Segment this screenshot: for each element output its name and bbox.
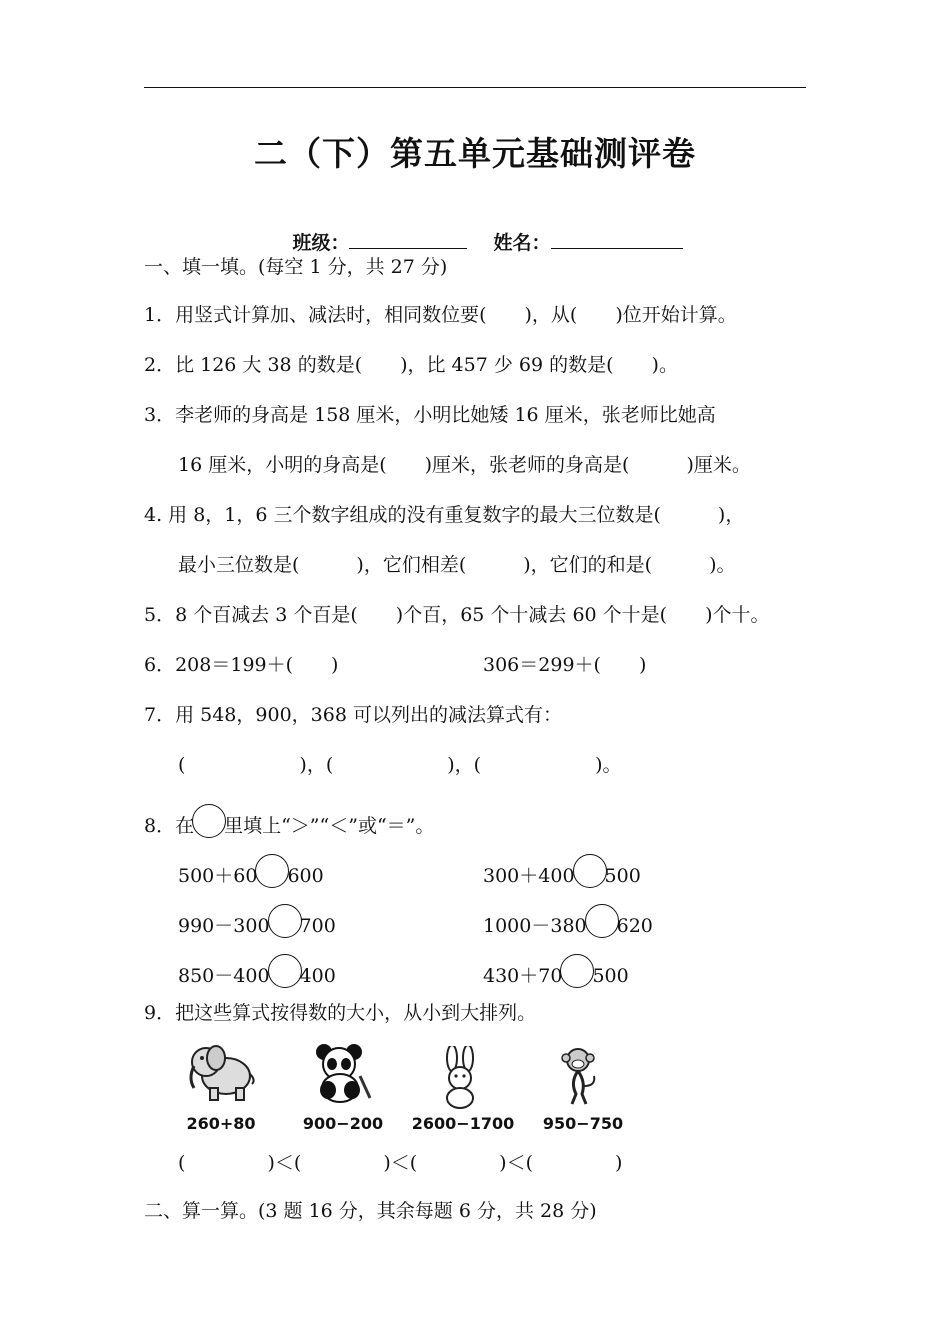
- compare-item: [483, 854, 641, 889]
- compare-circle[interactable]: [573, 854, 607, 888]
- panda-icon: [310, 1040, 376, 1106]
- top-rule: [144, 87, 806, 88]
- expr-monkey: 950−750: [542, 1114, 624, 1133]
- compare-item: [178, 954, 336, 989]
- compare-right: 400: [299, 965, 336, 987]
- elephant-icon: [184, 1036, 260, 1106]
- question-4-line2: 最小三位数是( )，它们相差( )，它们的和是( )。: [178, 554, 736, 576]
- monkey-icon: [556, 1046, 602, 1106]
- question-4-line1: 4. 用 8，1，6 三个数字组成的没有重复数字的最大三位数是( )，: [144, 504, 745, 526]
- compare-item: [178, 904, 336, 939]
- question-6a: 6．208＝199＋( ): [144, 654, 339, 676]
- section2-heading: 二、算一算。(3 题 16 分，其余每题 6 分，共 28 分): [144, 1200, 597, 1222]
- rabbit-icon: [436, 1046, 484, 1110]
- compare-item: [483, 954, 629, 989]
- question-9-order: ( )＜( )＜( )＜( ): [178, 1152, 623, 1174]
- question-7-line1: 7．用 548，900，368 可以列出的减法算式有：: [144, 704, 562, 726]
- compare-left: 850－400: [178, 965, 270, 987]
- compare-left: 990－300: [178, 915, 270, 937]
- compare-right: 500: [592, 965, 629, 987]
- name-blank[interactable]: [551, 228, 683, 249]
- compare-right: 600: [287, 865, 324, 887]
- compare-right: 700: [299, 915, 336, 937]
- question-5: 5．8 个百减去 3 个百是( )个百，65 个十减去 60 个十是( )个十。: [144, 604, 770, 626]
- q8-prefix: 8．在: [144, 815, 195, 837]
- compare-circle[interactable]: [585, 904, 619, 938]
- section1-heading: 一、填一填。(每空 1 分，共 27 分): [144, 256, 448, 278]
- question-3-line1: 3．李老师的身高是 158 厘米，小明比她矮 16 厘米，张老师比她高: [144, 404, 716, 426]
- compare-left: 300＋400: [483, 865, 575, 887]
- expr-elephant: 260+80: [186, 1114, 256, 1133]
- compare-circle[interactable]: [268, 954, 302, 988]
- q8-suffix: 里填上“＞”“＜”或“＝”。: [224, 815, 435, 837]
- expr-panda: 900−200: [302, 1114, 384, 1133]
- compare-circle[interactable]: [268, 904, 302, 938]
- question-7-line2: ( )，( )，( )。: [178, 754, 622, 776]
- compare-circle-icon: [192, 804, 226, 838]
- compare-right: 500: [604, 865, 641, 887]
- question-8-instruction: [144, 804, 434, 839]
- question-9: 9．把这些算式按得数的大小，从小到大排列。: [144, 1002, 537, 1024]
- question-2: 2．比 126 大 38 的数是( )，比 457 少 69 的数是( )。: [144, 354, 678, 376]
- class-blank[interactable]: [349, 228, 467, 249]
- question-6b: 306＝299＋( ): [483, 654, 647, 676]
- question-3-line2: 16 厘米，小明的身高是( )厘米，张老师的身高是( )厘米。: [178, 454, 751, 476]
- compare-left: 430＋70: [483, 965, 563, 987]
- compare-left: 1000－380: [483, 915, 587, 937]
- compare-circle[interactable]: [255, 854, 289, 888]
- compare-item: [178, 854, 324, 889]
- question-1: 1．用竖式计算加、减法时，相同数位要( )，从( )位开始计算。: [144, 304, 737, 326]
- class-label: 班级：: [292, 232, 350, 254]
- compare-right: 620: [616, 915, 653, 937]
- expr-rabbit: 2600−1700: [411, 1114, 515, 1133]
- compare-circle[interactable]: [560, 954, 594, 988]
- compare-left: 500＋60: [178, 865, 258, 887]
- page-title: 二（下）第五单元基础测评卷: [254, 134, 696, 173]
- name-label: 姓名：: [493, 232, 551, 254]
- compare-item: [483, 904, 653, 939]
